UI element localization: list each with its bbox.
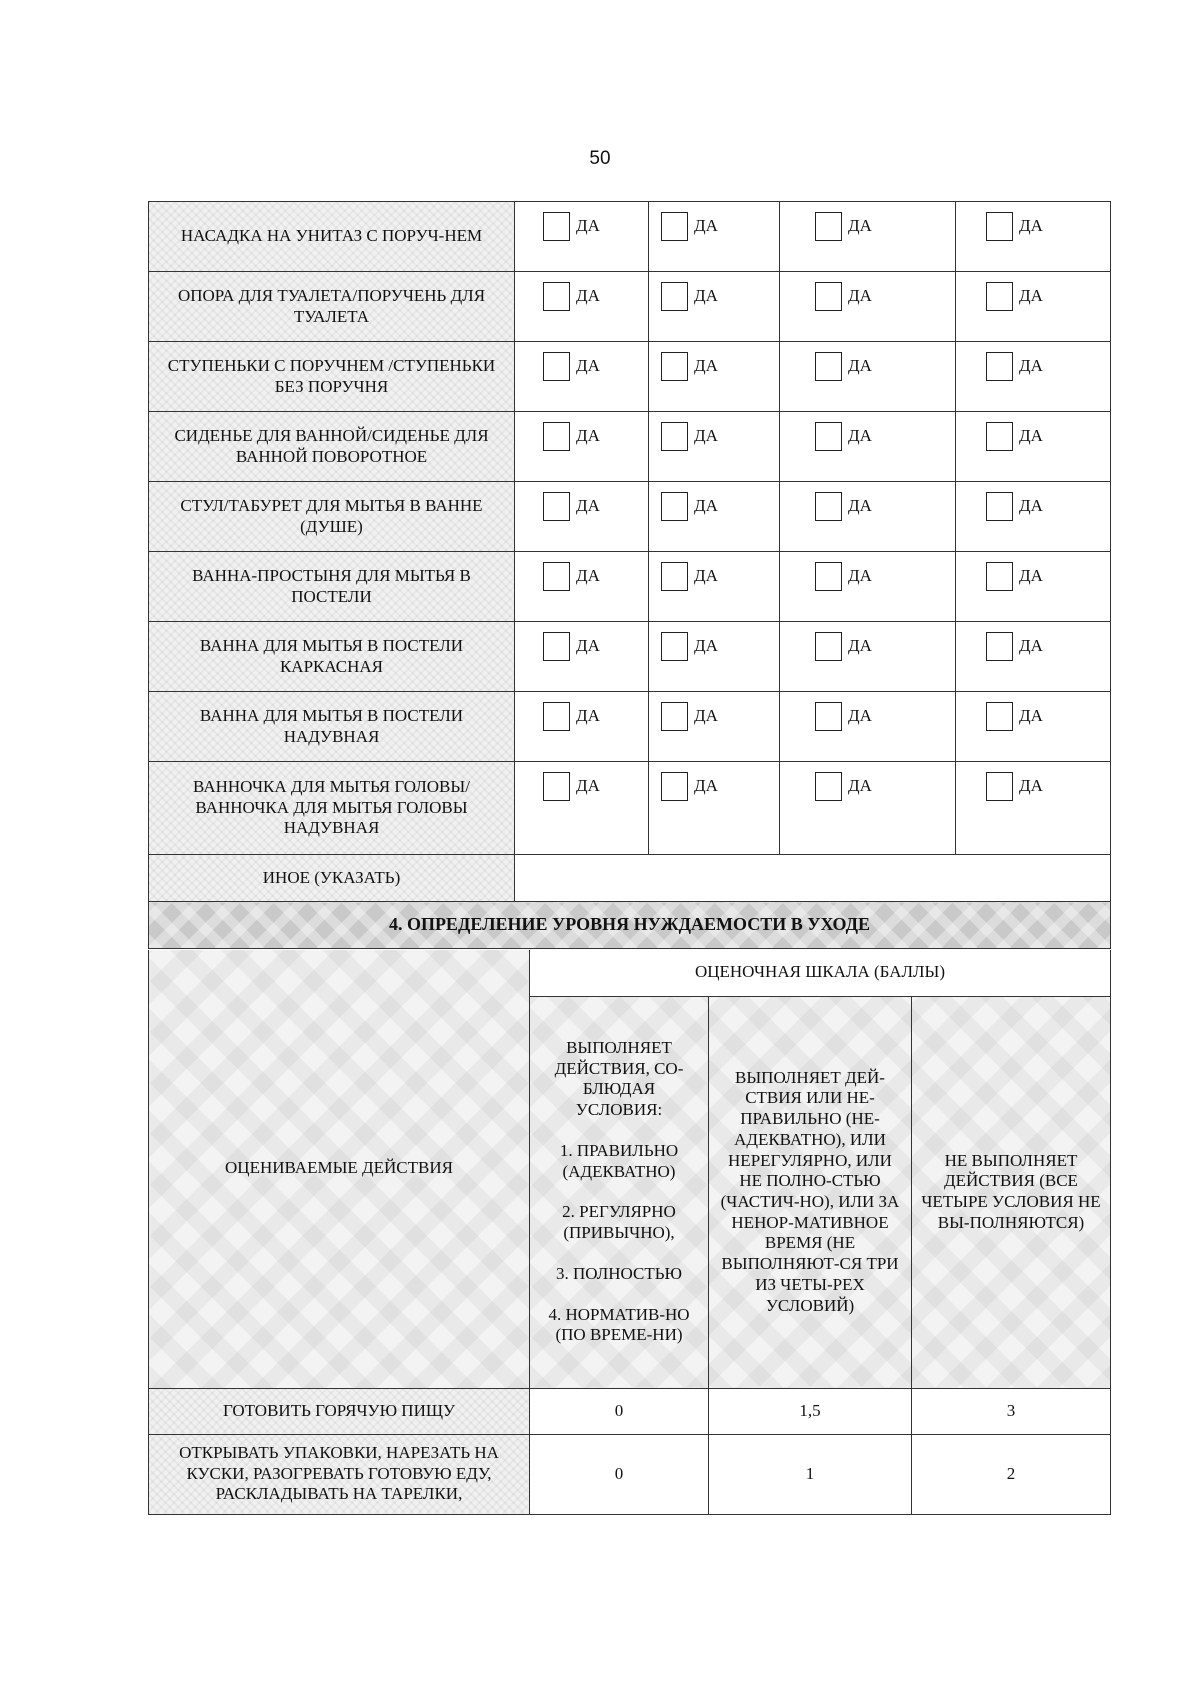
- criteria-none: НЕ ВЫПОЛНЯЕТ ДЕЙСТВИЯ (ВСЕ ЧЕТЫРЕ УСЛОВИЯ НЕ ВЫ-ПОЛНЯЮТСЯ): [912, 996, 1111, 1388]
- yes-checkbox[interactable]: [815, 282, 872, 311]
- yes-checkbox[interactable]: [661, 352, 718, 381]
- checkbox-cell: [515, 552, 649, 622]
- checkbox-label: ДА: [1019, 706, 1043, 726]
- checkbox-square-icon[interactable]: [815, 632, 842, 661]
- checkbox-cell: [780, 622, 956, 692]
- checkbox-square-icon[interactable]: [986, 492, 1013, 521]
- aid-row: [149, 762, 1111, 855]
- aid-row: [149, 202, 1111, 272]
- checkbox-label: ДА: [848, 496, 872, 516]
- checkbox-label: ДА: [1019, 286, 1043, 306]
- checkbox-cell: [780, 412, 956, 482]
- yes-checkbox[interactable]: [543, 352, 600, 381]
- checkbox-cell: [515, 482, 649, 552]
- aid-row: [149, 412, 1111, 482]
- aid-label: СТУЛ/ТАБУРЕТ ДЛЯ МЫТЬЯ В ВАННЕ (ДУШЕ): [149, 482, 515, 552]
- score-full: 0: [530, 1434, 709, 1514]
- checkbox-cell: [956, 622, 1111, 692]
- checkbox-cell: [780, 482, 956, 552]
- yes-checkbox[interactable]: [986, 562, 1043, 591]
- checkbox-label: ДА: [576, 496, 600, 516]
- checkbox-cell: [649, 272, 780, 342]
- checkbox-square-icon[interactable]: [661, 632, 688, 661]
- checkbox-cell: [956, 552, 1111, 622]
- checkbox-label: ДА: [694, 426, 718, 446]
- yes-checkbox[interactable]: [661, 422, 718, 451]
- table-row: [149, 1388, 1111, 1434]
- yes-checkbox[interactable]: [986, 772, 1043, 801]
- aid-label: НАСАДКА НА УНИТАЗ С ПОРУЧ-НЕМ: [149, 202, 515, 272]
- checkbox-cell: [515, 762, 649, 855]
- checkbox-cell: [649, 552, 780, 622]
- aid-label: ВАННОЧКА ДЛЯ МЫТЬЯ ГОЛОВЫ/ ВАННОЧКА ДЛЯ МЫТЬЯ ГОЛОВЫ НАДУВНАЯ: [149, 762, 515, 855]
- criteria-partial: ВЫПОЛНЯЕТ ДЕЙ-СТВИЯ ИЛИ НЕ-ПРАВИЛЬНО (НЕ-АДЕКВАТНО), ИЛИ НЕРЕГУЛЯРНО, ИЛИ НЕ ПОЛНО-СТЬЮ (ЧАСТИЧ-НО), ИЛИ ЗА НЕНОР-МАТИВНОЕ ВРЕМЯ (НЕ ВЫПОЛНЯЮТ-СЯ ТРИ ИЗ ЧЕТЫ-РЕХ УСЛОВИЙ): [709, 996, 912, 1388]
- checkbox-cell: [956, 342, 1111, 412]
- checkbox-square-icon[interactable]: [815, 562, 842, 591]
- checkbox-label: ДА: [848, 776, 872, 796]
- checkbox-label: ДА: [576, 356, 600, 376]
- yes-checkbox[interactable]: [815, 702, 872, 731]
- score-partial: 1: [709, 1434, 912, 1514]
- yes-checkbox[interactable]: [986, 632, 1043, 661]
- checkbox-label: ДА: [576, 776, 600, 796]
- checkbox-square-icon[interactable]: [661, 422, 688, 451]
- yes-checkbox[interactable]: [543, 702, 600, 731]
- checkbox-square-icon[interactable]: [543, 352, 570, 381]
- yes-checkbox[interactable]: [986, 282, 1043, 311]
- checkbox-cell: [956, 412, 1111, 482]
- yes-checkbox[interactable]: [543, 562, 600, 591]
- checkbox-cell: [649, 692, 780, 762]
- checkbox-square-icon[interactable]: [986, 282, 1013, 311]
- aid-label: СТУПЕНЬКИ С ПОРУЧНЕМ /СТУПЕНЬКИ БЕЗ ПОРУЧНЯ: [149, 342, 515, 412]
- aid-row: [149, 692, 1111, 762]
- checkbox-label: ДА: [576, 566, 600, 586]
- checkbox-square-icon[interactable]: [543, 772, 570, 801]
- checkbox-square-icon[interactable]: [543, 632, 570, 661]
- yes-checkbox[interactable]: [815, 492, 872, 521]
- checkbox-cell: [780, 342, 956, 412]
- checkbox-label: ДА: [694, 706, 718, 726]
- yes-checkbox[interactable]: [661, 632, 718, 661]
- checkbox-square-icon[interactable]: [815, 702, 842, 731]
- checkbox-square-icon[interactable]: [661, 702, 688, 731]
- criteria-item-1: 1. ПРАВИЛЬНО (АДЕКВАТНО): [559, 1140, 679, 1181]
- checkbox-label: ДА: [848, 216, 872, 236]
- care-needs-table: [148, 950, 1111, 1515]
- checkbox-square-icon[interactable]: [986, 772, 1013, 801]
- checkbox-square-icon[interactable]: [661, 492, 688, 521]
- scale-header-row: [149, 950, 1111, 996]
- score-none: 2: [912, 1434, 1111, 1514]
- aid-row: [149, 272, 1111, 342]
- aid-row: [149, 342, 1111, 412]
- table-row: [149, 1434, 1111, 1514]
- checkbox-square-icon[interactable]: [661, 562, 688, 591]
- checkbox-cell: [956, 272, 1111, 342]
- checkbox-label: ДА: [694, 216, 718, 236]
- criteria-item-2: 2. РЕГУЛЯРНО (ПРИВЫЧНО),: [562, 1202, 676, 1243]
- aid-row: [149, 482, 1111, 552]
- checkbox-square-icon[interactable]: [986, 212, 1013, 241]
- aid-label: ОПОРА ДЛЯ ТУАЛЕТА/ПОРУЧЕНЬ ДЛЯ ТУАЛЕТА: [149, 272, 515, 342]
- yes-checkbox[interactable]: [815, 352, 872, 381]
- actions-header: ОЦЕНИВАЕМЫЕ ДЕЙСТВИЯ: [149, 950, 530, 1388]
- checkbox-square-icon[interactable]: [543, 702, 570, 731]
- checkbox-square-icon[interactable]: [543, 422, 570, 451]
- yes-checkbox[interactable]: [661, 212, 718, 241]
- checkbox-square-icon[interactable]: [815, 772, 842, 801]
- yes-checkbox[interactable]: [815, 212, 872, 241]
- checkbox-square-icon[interactable]: [543, 212, 570, 241]
- checkbox-cell: [649, 342, 780, 412]
- assistive-devices-table: [148, 201, 1111, 949]
- other-row: [149, 855, 1111, 902]
- aid-label: ВАННА ДЛЯ МЫТЬЯ В ПОСТЕЛИ КАРКАСНАЯ: [149, 622, 515, 692]
- checkbox-square-icon[interactable]: [986, 352, 1013, 381]
- checkbox-label: ДА: [576, 286, 600, 306]
- yes-checkbox[interactable]: [543, 772, 600, 801]
- checkbox-label: ДА: [848, 426, 872, 446]
- checkbox-label: ДА: [848, 566, 872, 586]
- checkbox-square-icon[interactable]: [661, 282, 688, 311]
- checkbox-label: ДА: [694, 496, 718, 516]
- other-input-cell[interactable]: [515, 855, 1111, 902]
- checkbox-cell: [956, 762, 1111, 855]
- yes-checkbox[interactable]: [986, 702, 1043, 731]
- checkbox-cell: [780, 552, 956, 622]
- checkbox-square-icon[interactable]: [543, 492, 570, 521]
- checkbox-square-icon[interactable]: [815, 282, 842, 311]
- checkbox-label: ДА: [576, 426, 600, 446]
- aid-rows: [149, 202, 1111, 855]
- section-4-header-row: [149, 902, 1111, 949]
- checkbox-square-icon[interactable]: [815, 492, 842, 521]
- aid-label: ВАННА-ПРОСТЫНЯ ДЛЯ МЫТЬЯ В ПОСТЕЛИ: [149, 552, 515, 622]
- checkbox-cell: [780, 202, 956, 272]
- checkbox-square-icon[interactable]: [661, 352, 688, 381]
- checkbox-label: ДА: [1019, 776, 1043, 796]
- checkbox-label: ДА: [694, 566, 718, 586]
- checkbox-cell: [780, 762, 956, 855]
- checkbox-label: ДА: [848, 356, 872, 376]
- checkbox-cell: [515, 412, 649, 482]
- yes-checkbox[interactable]: [986, 352, 1043, 381]
- section-4-title: 4. ОПРЕДЕЛЕНИЕ УРОВНЯ НУЖДАЕМОСТИ В УХОДЕ: [149, 902, 1111, 949]
- yes-checkbox[interactable]: [815, 772, 872, 801]
- checkbox-square-icon[interactable]: [815, 212, 842, 241]
- checkbox-cell: [780, 272, 956, 342]
- checkbox-label: ДА: [1019, 216, 1043, 236]
- yes-checkbox[interactable]: [661, 282, 718, 311]
- checkbox-square-icon[interactable]: [815, 352, 842, 381]
- checkbox-square-icon[interactable]: [661, 212, 688, 241]
- checkbox-label: ДА: [694, 356, 718, 376]
- yes-checkbox[interactable]: [815, 562, 872, 591]
- checkbox-label: ДА: [694, 776, 718, 796]
- checkbox-label: ДА: [694, 286, 718, 306]
- criteria-full: [530, 996, 709, 1388]
- checkbox-cell: [956, 482, 1111, 552]
- criteria-full-intro: ВЫПОЛНЯЕТ ДЕЙСТВИЯ, СО-БЛЮДАЯ УСЛОВИЯ:: [554, 1037, 684, 1120]
- scale-header: ОЦЕНОЧНАЯ ШКАЛА (БАЛЛЫ): [530, 950, 1111, 996]
- checkbox-cell: [649, 762, 780, 855]
- checkbox-square-icon[interactable]: [543, 562, 570, 591]
- aid-row: [149, 552, 1111, 622]
- checkbox-label: ДА: [1019, 426, 1043, 446]
- yes-checkbox[interactable]: [986, 492, 1043, 521]
- yes-checkbox[interactable]: [543, 422, 600, 451]
- yes-checkbox[interactable]: [661, 702, 718, 731]
- checkbox-square-icon[interactable]: [661, 772, 688, 801]
- checkbox-cell: [515, 202, 649, 272]
- checkbox-cell: [956, 202, 1111, 272]
- criteria-item-4: 4. НОРМАТИВ-НО (ПО ВРЕМЕ-НИ): [548, 1304, 690, 1345]
- yes-checkbox[interactable]: [815, 422, 872, 451]
- checkbox-cell: [649, 202, 780, 272]
- checkbox-label: ДА: [848, 286, 872, 306]
- aid-label: ВАННА ДЛЯ МЫТЬЯ В ПОСТЕЛИ НАДУВНАЯ: [149, 692, 515, 762]
- yes-checkbox[interactable]: [986, 422, 1043, 451]
- checkbox-cell: [515, 342, 649, 412]
- checkbox-square-icon[interactable]: [986, 422, 1013, 451]
- checkbox-cell: [649, 412, 780, 482]
- checkbox-cell: [515, 692, 649, 762]
- checkbox-square-icon[interactable]: [986, 702, 1013, 731]
- checkbox-cell: [649, 622, 780, 692]
- checkbox-label: ДА: [576, 706, 600, 726]
- yes-checkbox[interactable]: [543, 632, 600, 661]
- score-none: 3: [912, 1388, 1111, 1434]
- checkbox-label: ДА: [1019, 496, 1043, 516]
- yes-checkbox[interactable]: [815, 632, 872, 661]
- yes-checkbox[interactable]: [543, 492, 600, 521]
- checkbox-cell: [780, 692, 956, 762]
- aid-row: [149, 622, 1111, 692]
- page-number: 50: [589, 148, 611, 169]
- checkbox-label: ДА: [1019, 636, 1043, 656]
- checkbox-label: ДА: [576, 216, 600, 236]
- checkbox-cell: [649, 482, 780, 552]
- checkbox-square-icon[interactable]: [986, 632, 1013, 661]
- checkbox-cell: [956, 692, 1111, 762]
- checkbox-label: ДА: [848, 706, 872, 726]
- checkbox-label: ДА: [576, 636, 600, 656]
- criteria-item-3: 3. ПОЛНОСТЬЮ: [556, 1263, 682, 1283]
- checkbox-cell: [515, 622, 649, 692]
- checkbox-square-icon[interactable]: [986, 562, 1013, 591]
- action-label: ГОТОВИТЬ ГОРЯЧУЮ ПИЩУ: [149, 1388, 530, 1434]
- checkbox-square-icon[interactable]: [815, 422, 842, 451]
- yes-checkbox[interactable]: [661, 772, 718, 801]
- yes-checkbox[interactable]: [543, 212, 600, 241]
- score-full: 0: [530, 1388, 709, 1434]
- checkbox-label: ДА: [848, 636, 872, 656]
- other-label: ИНОЕ (УКАЗАТЬ): [149, 855, 515, 902]
- checkbox-label: ДА: [694, 636, 718, 656]
- checkbox-label: ДА: [1019, 356, 1043, 376]
- action-label: ОТКРЫВАТЬ УПАКОВКИ, НАРЕЗАТЬ НА КУСКИ, РАЗОГРЕВАТЬ ГОТОВУЮ ЕДУ, РАСКЛАДЫВАТЬ НА ТАРЕЛКИ,: [149, 1434, 530, 1514]
- score-partial: 1,5: [709, 1388, 912, 1434]
- checkbox-square-icon[interactable]: [543, 282, 570, 311]
- yes-checkbox[interactable]: [661, 492, 718, 521]
- checkbox-label: ДА: [1019, 566, 1043, 586]
- yes-checkbox[interactable]: [543, 282, 600, 311]
- yes-checkbox[interactable]: [986, 212, 1043, 241]
- checkbox-cell: [515, 272, 649, 342]
- aid-label: СИДЕНЬЕ ДЛЯ ВАННОЙ/СИДЕНЬЕ ДЛЯ ВАННОЙ ПОВОРОТНОЕ: [149, 412, 515, 482]
- yes-checkbox[interactable]: [661, 562, 718, 591]
